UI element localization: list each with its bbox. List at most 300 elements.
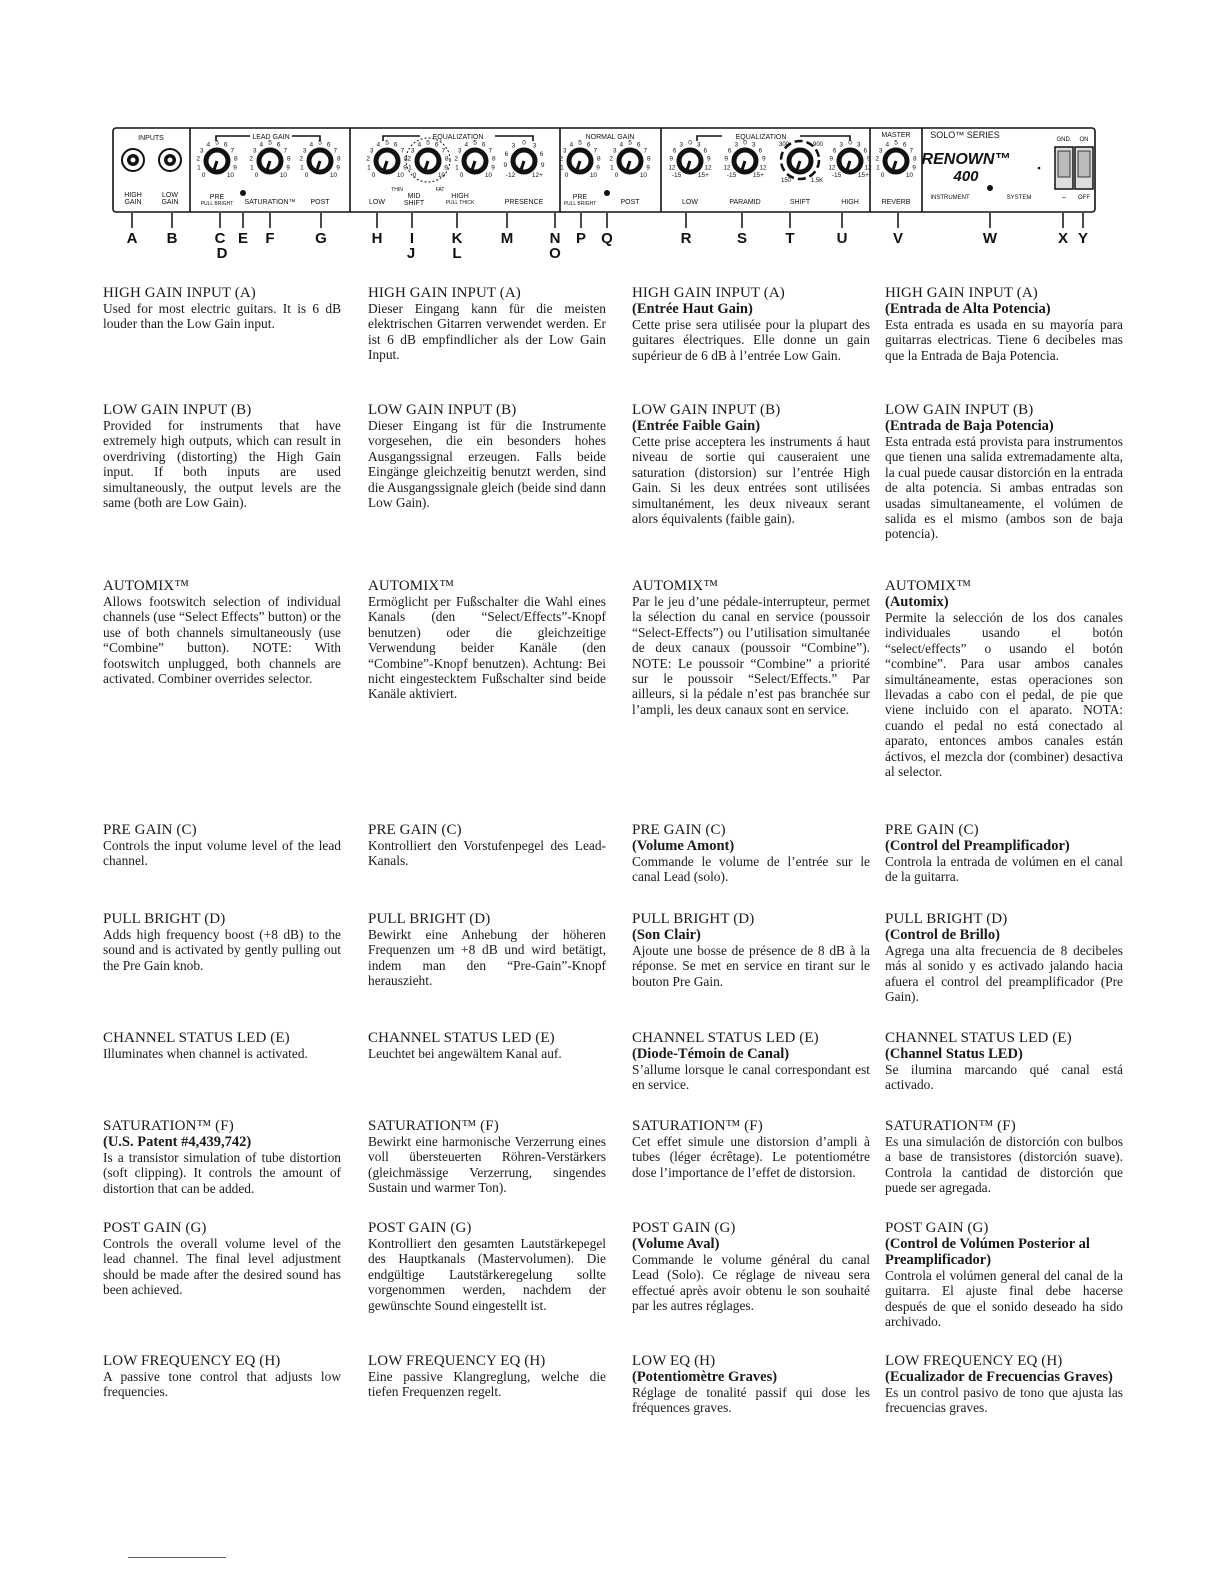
section-entry: [103, 822, 341, 869]
system-label: SYSTEM: [1006, 195, 1032, 201]
section-body: Commande le volume général du canal Lead (Solo). Ce réglage de niveau sera effectué après avoir obtenu le son souhaité par les autres réglages.: [632, 1252, 870, 1314]
minus-label: –: [1062, 194, 1066, 201]
scale-tick-label: 6: [539, 151, 544, 159]
scale-tick-label: 3: [199, 147, 204, 155]
scale-tick-label: 9: [596, 164, 600, 172]
scale-tick-label: 8: [336, 155, 341, 163]
high-gain-input-jack[interactable]: [122, 149, 144, 171]
section-body: Used for most electric guitars. It is 6 dB louder than the Low Gain input.: [103, 301, 341, 332]
low-gain-input-jack[interactable]: [159, 149, 181, 171]
callout-q: Q: [601, 230, 613, 247]
scale-tick-label: 1: [197, 164, 201, 172]
system-led: [987, 185, 993, 191]
scale-tick-label: 0: [614, 171, 619, 179]
scale-tick-label: 1: [455, 164, 459, 172]
scale-tick-label: 0: [201, 171, 206, 179]
section-body: Illuminates when channel is activated.: [103, 1046, 308, 1061]
section-subheading: (Volume Aval): [632, 1236, 720, 1252]
presence-label: PRESENCE: [504, 199, 544, 206]
section-subheading: (Ecualizador de Frecuencias Graves): [885, 1369, 1113, 1385]
scale-tick-label: 3: [511, 142, 516, 150]
solo-series-label: SOLO™ SERIES: [930, 130, 1000, 140]
eq2-low-label: LOW: [682, 199, 698, 206]
section-body: Réglage de tonalité passif qui dose les fréquences graves.: [632, 1385, 870, 1416]
scale-tick-label: 6: [434, 141, 439, 149]
scale-tick-label: 6: [393, 141, 398, 149]
eq2-high-label: HIGH: [841, 199, 859, 206]
scale-tick-label: 9: [761, 155, 766, 163]
off-label: OFF: [1078, 195, 1090, 201]
scale-tick-label: 2: [249, 155, 254, 163]
high-gain-label-2: GAIN: [124, 199, 142, 206]
section-heading: PRE GAIN (C): [103, 822, 197, 838]
section-heading: HIGH GAIN INPUT (A): [103, 285, 256, 301]
thin-label: THIN: [391, 187, 403, 193]
scale-tick-label: 8: [286, 155, 291, 163]
section-heading: SATURATION™ (F): [103, 1118, 234, 1134]
section-subheading: (Channel Status LED): [885, 1046, 1023, 1062]
section-body: Kontrolliert den Vorstufenpegel des Lead-Kanals.: [368, 838, 606, 869]
scale-tick-label: 3: [302, 147, 307, 155]
section-body: Bewirkt eine harmonische Verzerrung eines voll übersteuerten Röhren-Verstärkers (gleichmässige Verzerrung, singendes Sustain und warmer Ton).: [368, 1134, 606, 1196]
scale-tick-label: 2: [454, 155, 459, 163]
ground-switch[interactable]: [1055, 147, 1073, 189]
section-entry: [632, 1353, 870, 1416]
shift-scale-label: 150: [780, 178, 792, 184]
callout-b: B: [166, 230, 178, 247]
section-subheading: (Potentiomètre Graves): [632, 1369, 778, 1385]
scale-tick-label: 9: [233, 164, 237, 172]
scale-tick-label: 3: [410, 147, 415, 155]
scale-tick-label: 3: [679, 141, 684, 149]
callout-h: H: [371, 230, 383, 247]
underline-mark: [128, 1557, 226, 1558]
scale-tick-label: 0: [254, 171, 259, 179]
section-heading: LOW EQ (H): [632, 1353, 716, 1369]
scale-tick-label: 10: [437, 171, 446, 179]
normal-pull-bright-label: PULL BRIGHT: [563, 201, 597, 207]
scale-tick-label: 7: [643, 147, 648, 155]
scale-tick-label: 1: [367, 164, 371, 172]
scale-tick-label: 15+: [752, 171, 764, 179]
callout-n: N: [549, 230, 561, 247]
eq-title: EQUALIZATION: [432, 134, 484, 141]
presence-knob[interactable]: [504, 140, 545, 179]
section-heading: AUTOMIX™: [885, 578, 972, 594]
section-subheading: (Control de Brillo): [885, 927, 1000, 943]
saturation-knob[interactable]: [249, 140, 291, 179]
scale-tick-label: 4: [569, 141, 574, 149]
section-entry: [632, 1220, 870, 1314]
section-body: Cette prise acceptera les instruments á haut niveau de sortie qui causeraient une saturation (distorsion) sur l’entrée High Gain. Si les deux entrées sont utilisées simultanément, les deux niveaux serant alors équivalents (faible gain).: [632, 434, 870, 527]
scale-tick-label: 3: [878, 147, 883, 155]
scale-tick-label: 3: [696, 141, 701, 149]
section-subheading: (Entrada de Baja Potencia): [885, 418, 1054, 434]
section-heading: PRE GAIN (C): [632, 822, 726, 838]
section-entry: [632, 1030, 870, 1093]
scale-tick-label: 6: [326, 141, 331, 149]
normal-pre-label: PRE: [572, 194, 588, 201]
section-heading: PULL BRIGHT (D): [103, 911, 226, 927]
section-subheading: (Entrée Faible Gain): [632, 418, 761, 434]
normal-post-gain-knob[interactable]: [609, 140, 651, 179]
eq2-shift-label: SHIFT: [789, 199, 811, 206]
scale-tick-label: 4: [309, 141, 314, 149]
section-heading: LOW GAIN INPUT (B): [103, 402, 252, 418]
section-heading: PULL BRIGHT (D): [885, 911, 1008, 927]
section-body: Permite la selección de los dos canales individuales usando el botón “select/effects” o usando el botón “combine”. Para usar ambos canales simultáneamente, estas operaciones son llevadas a cabo con el pedal, de pie que viene incluido con el aparato. NOTA: cuando el pedal no está conectado al aparato, entonces ambos canales están áctivos, el mezcla dor (combiner) desactiva al selector.: [885, 610, 1123, 780]
scale-tick-label: 3: [612, 147, 617, 155]
eq2-high-knob[interactable]: [828, 140, 872, 179]
callout-r: R: [680, 230, 692, 247]
lead-post-gain-knob[interactable]: [299, 140, 341, 179]
section-entry: [632, 578, 870, 717]
eq-low-label: LOW: [369, 199, 385, 206]
scale-tick-label: 3: [457, 147, 462, 155]
scale-tick-label: 9: [866, 155, 871, 163]
scale-tick-label: 10: [329, 171, 338, 179]
section-subheading: (Control del Preamplificador): [885, 838, 1070, 854]
scale-tick-label: 10: [905, 171, 914, 179]
callout-i: I: [409, 230, 415, 247]
scale-tick-label: 12: [668, 164, 676, 172]
section-heading: PULL BRIGHT (D): [632, 911, 755, 927]
master-title: MASTER: [881, 132, 911, 139]
scale-tick-label: 2: [196, 155, 201, 163]
scale-tick-label: 6: [223, 141, 228, 149]
section-body: Eine passive Klangreglung, welche die tiefen Frequenzen regelt.: [368, 1369, 606, 1400]
scale-tick-label: 1: [560, 164, 564, 172]
scale-tick-label: 0: [880, 171, 885, 179]
scale-tick-label: 6: [636, 141, 641, 149]
section-body: Se ilumina marcando qué canal está activado.: [885, 1062, 1123, 1093]
callout-m: M: [500, 230, 514, 247]
scale-tick-label: 6: [481, 141, 486, 149]
scale-tick-label: 6: [586, 141, 591, 149]
scale-tick-label: 5: [318, 139, 322, 147]
eq2-low-knob[interactable]: [668, 140, 712, 179]
model-number: 400: [953, 168, 979, 185]
section-entry: [368, 822, 606, 869]
scale-tick-label: 8: [596, 155, 601, 163]
section-entry: [632, 1118, 870, 1180]
scale-tick-label: 1: [250, 164, 254, 172]
scale-tick-label: 0: [304, 171, 309, 179]
section-entry: [885, 1220, 1123, 1330]
scale-tick-label: 9: [444, 164, 448, 172]
section-body: Controls the input volume level of the lead channel.: [103, 838, 341, 869]
scale-tick-label: 9: [706, 155, 711, 163]
section-body: Bewirkt eine Anhebung der höheren Frequenzen um +8 dB und wird betätigt, indem man den “Pre-Gain”-Knopf herauszieht.: [368, 927, 606, 989]
normal-gain-title: NORMAL GAIN: [585, 134, 635, 141]
scale-tick-label: 10: [226, 171, 235, 179]
scale-tick-label: 6: [863, 147, 868, 155]
scale-tick-label: 2: [407, 155, 412, 163]
section-heading: SATURATION™ (F): [632, 1118, 763, 1134]
section-entry: [632, 285, 870, 363]
section-subheading: (Son Clair): [632, 927, 701, 943]
section-entry: [885, 578, 1123, 779]
scale-tick-label: -15: [671, 171, 682, 179]
lead-post-label: POST: [310, 199, 330, 206]
scale-tick-label: 15+: [697, 171, 709, 179]
scale-tick-label: 0: [743, 139, 747, 147]
scale-tick-label: 2: [875, 155, 880, 163]
scale-tick-label: 8: [912, 155, 917, 163]
scale-tick-label: 9: [540, 162, 545, 170]
callout-f: F: [265, 230, 275, 247]
section-heading: HIGH GAIN INPUT (A): [632, 285, 785, 301]
scale-tick-label: 12: [828, 164, 836, 172]
section-subheading: (Control de Volúmen Posterior al Preamplificador): [885, 1236, 1090, 1268]
section-entry: [103, 285, 341, 332]
section-body: Commande le volume de l’entrée sur le canal Lead (solo).: [632, 854, 870, 885]
section-heading: LOW GAIN INPUT (B): [632, 402, 781, 418]
scale-tick-label: 9: [403, 164, 407, 172]
inputs-title: INPUTS: [138, 135, 164, 142]
section-body: Cet effet simule une distorsion d’ampli à tubes (léger écrêtage). Le potentiométre dose l’importance de l’effet de distorsion.: [632, 1134, 870, 1180]
scale-tick-label: 6: [276, 141, 281, 149]
scale-tick-label: 15+: [857, 171, 869, 179]
section-body: Is a transistor simulation of tube distortion (soft clipping). It controls the amount of distortion that can be added.: [103, 1150, 341, 1196]
scale-tick-label: 12+: [531, 171, 543, 179]
callout-v: V: [892, 230, 904, 247]
scale-tick-label: 8: [233, 155, 238, 163]
section-entry: [103, 1118, 341, 1196]
section-heading: POST GAIN (G): [103, 1220, 207, 1236]
section-body: Ajoute une bosse de présence de 8 dB à la réponse. Se met en service en tirant sur le bouton Pre Gain.: [632, 943, 870, 989]
scale-tick-label: 7: [230, 147, 235, 155]
scale-tick-label: 4: [376, 141, 381, 149]
callout-p: P: [575, 230, 587, 247]
scale-tick-label: 3: [856, 141, 861, 149]
section-entry: [368, 285, 606, 363]
section-entry: [885, 1118, 1123, 1196]
normal-post-label: POST: [620, 199, 640, 206]
scale-tick-label: 3: [532, 142, 537, 150]
section-body: Par le jeu d’une pédale-interrupteur, permet la sélection du canal en service (poussoir “Select-Effects”) ou l’utilisation simultanée de deux canaux (poussoir “Combine”). NOTE: Le poussoir “Combine” a priorité sur le poussoir “Select/Effects.” Par ailleurs, si la pédale n’est pas branchée sur l’ampli, les deux canaux sont en service.: [632, 594, 870, 717]
scale-tick-label: 12: [759, 164, 767, 172]
section-entry: [885, 1353, 1123, 1416]
section-heading: AUTOMIX™: [103, 578, 190, 594]
section-heading: PRE GAIN (C): [885, 822, 979, 838]
section-heading: LOW GAIN INPUT (B): [885, 402, 1034, 418]
section-body: Kontrolliert den gesamten Lautstärkepegel des Hauptkanals (Mastervolumen). Die endgültige Lautstärkeregelung sollte vorgenommen werden, nachdem der gewünschte Sound eingestellt ist.: [368, 1236, 606, 1313]
section-entry: [368, 578, 606, 702]
scale-tick-label: -15: [726, 171, 737, 179]
front-panel-diagram: [0, 0, 1225, 270]
section-heading: LOW GAIN INPUT (B): [368, 402, 517, 418]
section-heading: LOW FREQUENCY EQ (H): [368, 1353, 546, 1369]
scale-tick-label: 5: [268, 139, 272, 147]
scale-tick-label: 9: [286, 164, 290, 172]
scale-tick-label: 5: [385, 139, 389, 147]
scale-tick-label: 9: [724, 155, 729, 163]
scale-tick-label: 4: [206, 141, 211, 149]
scale-tick-label: 1: [408, 164, 412, 172]
eq-high-label: HIGH: [451, 193, 469, 200]
section-entry: [885, 911, 1123, 1005]
section-heading: AUTOMIX™: [368, 578, 455, 594]
section-entry: [103, 578, 341, 686]
scale-tick-label: 4: [885, 141, 890, 149]
scale-tick-label: 12: [704, 164, 712, 172]
section-heading: LOW FREQUENCY EQ (H): [103, 1353, 281, 1369]
section-heading: PRE GAIN (C): [368, 822, 462, 838]
scale-tick-label: 3: [252, 147, 257, 155]
eq-mid-shift-knob[interactable]: [407, 140, 449, 179]
callout-u: U: [836, 230, 848, 247]
section-body: Leuchtet bei angewältem Kanal auf.: [368, 1046, 562, 1061]
scale-tick-label: 6: [672, 147, 677, 155]
section-body: Cette prise sera utilisée pour la plupart des guitares électriques. Elle donne un gain supérieur de 6 dB à l’entrée Low Gain.: [632, 317, 870, 363]
scale-tick-label: 2: [559, 155, 564, 163]
section-body: Es un control pasivo de tono que ajusta las frecuencias graves.: [885, 1385, 1123, 1416]
instrument-label: INSTRUMENT: [930, 195, 970, 201]
section-heading: POST GAIN (G): [368, 1220, 472, 1236]
section-body: Adds high frequency boost (+8 dB) to the sound and is activated by gently pulling out the Pre Gain knob.: [103, 927, 341, 973]
eq2-paramid-label: PARAMID: [729, 199, 761, 206]
section-heading: PULL BRIGHT (D): [368, 911, 491, 927]
scale-tick-label: 0: [412, 171, 417, 179]
scale-tick-label: 1: [610, 164, 614, 172]
shift-scale-label: 900: [812, 142, 824, 148]
scale-tick-label: -12: [505, 171, 516, 179]
scale-tick-label: 2: [299, 155, 304, 163]
high-gain-label: HIGH: [124, 192, 142, 199]
scale-tick-label: 4: [464, 141, 469, 149]
lead-pre-gain-knob[interactable]: [196, 140, 238, 179]
scale-tick-label: 9: [491, 164, 495, 172]
section-body: Es una simulación de distorción con bulbos a base de transistores (distorción suave). Controla la cantidad de distorción que puede ser agregada.: [885, 1134, 1123, 1196]
section-entry: [103, 1220, 341, 1298]
scale-tick-label: 5: [426, 139, 430, 147]
section-body: Dieser Eingang kann für die meisten elektrischen Gitarren verwendet werden. Er ist 6 dB empfindlicher als der Low Gain Input.: [368, 301, 606, 363]
normal-pre-gain-knob[interactable]: [559, 140, 601, 179]
section-subheading: (Volume Amont): [632, 838, 735, 854]
power-switch[interactable]: [1075, 147, 1093, 189]
mid-label: MID: [407, 193, 421, 200]
shift-scale-label: 300: [778, 142, 790, 148]
scale-tick-label: 9: [503, 162, 508, 170]
callout-l: L: [452, 245, 462, 262]
scale-tick-label: 7: [283, 147, 288, 155]
scale-tick-label: 3: [369, 147, 374, 155]
callout-c: C: [214, 230, 226, 247]
section-body: Ermöglicht per Fußschalter die Wahl eines Kanals (den “Select/Effects”-Knopf benutzen) oder die gleichzeitige Verwendung beider Kanäle (den “Combine”-Knopf benutzen). Achtung: Bei nicht eingestecktem Fußschalter sind beide Kanäle aktiviert.: [368, 594, 606, 702]
scale-tick-label: 5: [628, 139, 632, 147]
callout-x: X: [1057, 230, 1069, 247]
eq2-shift-knob[interactable]: [789, 150, 811, 172]
scale-tick-label: 5: [578, 139, 582, 147]
section-entry: [632, 822, 870, 885]
section-heading: LOW FREQUENCY EQ (H): [885, 1353, 1063, 1369]
eq-low-knob[interactable]: [366, 140, 408, 179]
scale-tick-label: 9: [336, 164, 340, 172]
scale-tick-label: 9: [912, 164, 916, 172]
scale-tick-label: 6: [902, 141, 907, 149]
section-heading: CHANNEL STATUS LED (E): [103, 1030, 290, 1046]
scale-tick-label: 4: [259, 141, 264, 149]
scale-tick-label: 8: [491, 155, 496, 163]
lead-pull-bright-label: PULL BRIGHT: [200, 201, 234, 207]
low-gain-label-2: GAIN: [161, 199, 179, 206]
section-entry: [885, 1030, 1123, 1093]
scale-tick-label: 7: [400, 147, 405, 155]
scale-tick-label: 6: [703, 147, 708, 155]
scale-tick-label: 3: [734, 141, 739, 149]
section-heading: HIGH GAIN INPUT (A): [885, 285, 1038, 301]
section-heading: SATURATION™ (F): [885, 1118, 1016, 1134]
scale-tick-label: 0: [688, 139, 692, 147]
section-body: S’allume lorsque le canal correspondant est en service.: [632, 1062, 870, 1093]
saturation-label: SATURATION™: [244, 199, 296, 206]
section-subheading: (Diode-Témoin de Canal): [632, 1046, 790, 1062]
section-body: Esta entrada está provista para instrumentos que tienen una salida extremadamente alta, la cual puede causar distorción en la entrada de alta potencia. Si ambas entradas son usadas simultaneamente, el volúmen de salida es el mismo (ambos son de baja potencia).: [885, 434, 1123, 542]
scale-tick-label: 3: [751, 141, 756, 149]
scale-tick-label: 10: [484, 171, 493, 179]
callout-e: E: [237, 230, 249, 247]
section-entry: [103, 402, 341, 510]
section-body: Controla el volúmen general del canal de la guitarra. El ajuste final debe hacerse después de que el sonido deseado ha sido archivado.: [885, 1268, 1123, 1330]
callout-g: G: [315, 230, 327, 247]
section-heading: HIGH GAIN INPUT (A): [368, 285, 521, 301]
eq2-paramid-knob[interactable]: [723, 140, 767, 179]
section-entry: [885, 822, 1123, 885]
scale-tick-label: 0: [848, 139, 852, 147]
section-entry: [368, 1353, 606, 1400]
scale-tick-label: -15: [831, 171, 842, 179]
section-heading: AUTOMIX™: [632, 578, 719, 594]
section-subheading: (Entrée Haut Gain): [632, 301, 753, 317]
section-entry: [103, 1353, 341, 1400]
scale-tick-label: 3: [839, 141, 844, 149]
section-entry: [885, 285, 1123, 363]
scale-tick-label: 10: [396, 171, 405, 179]
master-reverb-knob[interactable]: [875, 140, 917, 179]
eq-high-knob[interactable]: [454, 140, 496, 179]
scale-tick-label: 8: [646, 155, 651, 163]
scale-tick-label: 10: [639, 171, 648, 179]
scale-tick-label: 6: [832, 147, 837, 155]
section-entry: [885, 402, 1123, 542]
lead-channel-status-led: [240, 190, 246, 196]
scale-tick-label: 2: [366, 155, 371, 163]
scale-tick-label: 0: [459, 171, 464, 179]
callout-o: O: [549, 245, 561, 262]
scale-tick-label: 7: [909, 147, 914, 155]
section-entry: [632, 911, 870, 989]
reverb-label: REVERB: [881, 199, 911, 206]
scale-tick-label: 0: [371, 171, 376, 179]
scale-tick-label: 6: [758, 147, 763, 155]
callout-t: T: [785, 230, 795, 247]
scale-tick-label: 7: [333, 147, 338, 155]
section-heading: POST GAIN (G): [632, 1220, 736, 1236]
scale-tick-label: 8: [444, 155, 449, 163]
scale-tick-label: 7: [441, 147, 446, 155]
scale-tick-label: 8: [403, 155, 408, 163]
section-entry: [368, 1030, 606, 1061]
scale-tick-label: 9: [669, 155, 674, 163]
scale-tick-label: 12: [864, 164, 872, 172]
eq2-title: EQUALIZATION: [735, 134, 787, 141]
section-entry: [368, 1118, 606, 1196]
scale-tick-label: 4: [619, 141, 624, 149]
section-heading: CHANNEL STATUS LED (E): [368, 1030, 555, 1046]
section-subheading: (Entrada de Alta Potencia): [885, 301, 1051, 317]
callout-j: J: [406, 245, 416, 262]
